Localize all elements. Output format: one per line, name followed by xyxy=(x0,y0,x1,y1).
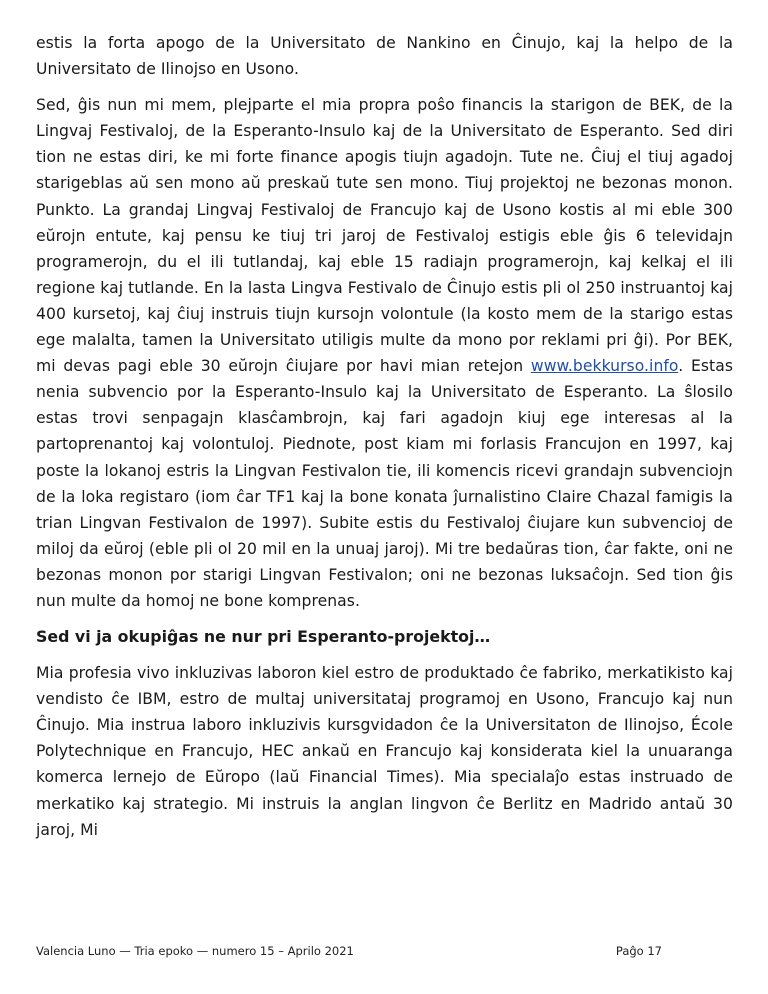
section-heading: Sed vi ja okupiĝas ne nur pri Esperanto-projektoj… xyxy=(36,627,491,647)
paragraph-funding-text-before-link: Sed, ĝis nun mi mem, plejparte el mia propra poŝo financis la starigon de BEK, de la Lingvaj Festivaloj, de la Esperanto-Insulo kaj de la Universitato de Esperanto. Sed diri tion ne estas diri, ke mi forte finance apogis tiujn agadojn. Tute ne. Ĉiuj el tiuj agadoj starigeblas aŭ sen mono aŭ preskaŭ tute sen mono. Tiuj projektoj ne bezonas monon. Punkto. La grandaj Lingvaj Festivaloj de Francujo kaj de Usono kostis al mi eble 300 eŭrojn entute, kaj pensu ke tiuj tri jaroj de Festivaloj estigis eble ĝis 6 televidajn programerojn, du el ili tutlandaj, kaj eble 15 radiajn programerojn, kaj kelkaj el ili regione kaj tutlande. En la lasta Lingva Festivalo de Ĉinujo estis pli ol 250 instruantoj kaj 400 kursetoj, kaj ĉiuj instruis tiujn kursojn volontule (la kosto mem de la starigo estas ege malalta, tamen la Universitato utiligis multe da mono por reklami pri ĝi). Por BEK, mi devas pagi eble 30 eŭrojn ĉiujare por havi mian retejon xyxy=(36,96,733,376)
footer-page-number: Paĝo 17 xyxy=(615,944,662,958)
article-body xyxy=(36,30,733,853)
paragraph-continuation: estis la forta apogo de la Universitato de Nankino en Ĉinujo, kaj la helpo de la Universitato de Ilinojso en Usono. xyxy=(36,34,733,79)
paragraph-career: Mia profesia vivo inkluzivas laboron kiel estro de produktado ĉe fabriko, merkatikisto kaj vendisto ĉe IBM, estro de multaj universitataj programoj en Usono, Francujo kaj nun Ĉinujo. Mia instrua laboro inkluzivis kursgvidadon ĉe la Universitaton de Ilinojso, École Polytechnique en Francujo, HEC ankaŭ en Francujo kaj konsiderata kiel la unuaranga komerca lernejo de Eŭropo (laŭ Financial Times). Mia specialaĵo estas instruado de merkatiko kaj strategio. Mi instruis la anglan lingvon ĉe Berlitz en Madrido antaŭ 30 jaroj, Mi xyxy=(36,664,733,839)
paragraph-funding-text-after-link: . Estas nenia subvencio por la Esperanto-Insulo kaj la Universitato de Esperanto. La ŝlosilo estas trovi senpagajn klasĉambrojn, kaj fari agadojn kiuj ege interesas al la partoprenantoj kaj volontuloj. Piednote, post kiam mi forlasis Francujon en 1997, kaj poste la lokanoj estris la Lingvan Festivalon tie, ili komencis ricevi grandajn subvenciojn de la loka registaro (iom ĉar TF1 kaj la bone konata ĵurnalistino Claire Chazal famigis la trian Lingvan Festivalon de 1997). Subite estis du Festivaloj ĉiujare kun subvencioj de miloj da eŭroj (eble pli ol 20 mil en la unuaj jaroj). Mi tre bedaŭras tion, ĉar fakte, oni ne bezonas monon por starigi Lingvan Festivalon; oni ne bezonas luksaĉojn. Sed tion ĝis nun multe da homoj ne bone komprenas. xyxy=(36,357,733,610)
paragraph-funding xyxy=(36,92,733,614)
footer-publication: Valencia Luno — Tria epoko — numero 15 – Aprilo 2021 xyxy=(36,944,354,958)
page-footer xyxy=(36,944,662,958)
bekkurso-link[interactable]: www.bekkurso.info xyxy=(530,357,679,376)
